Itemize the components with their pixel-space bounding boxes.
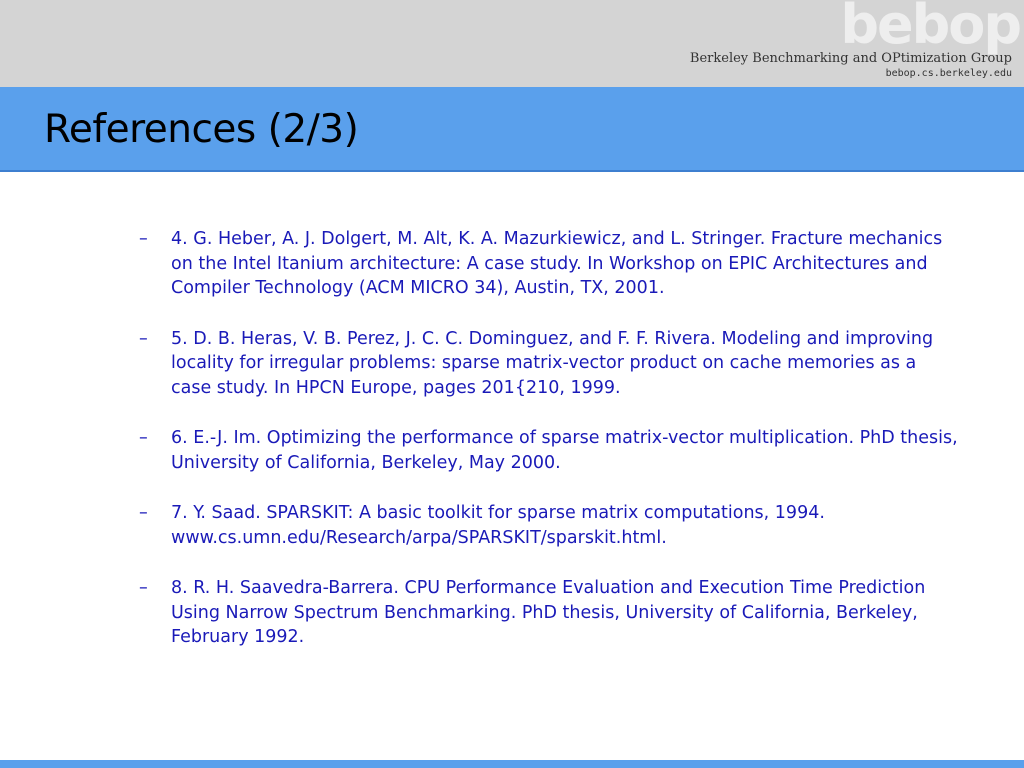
dash-bullet: – — [139, 503, 148, 523]
reference-item — [139, 576, 959, 650]
dash-bullet: – — [139, 229, 148, 249]
dash-bullet: – — [139, 328, 148, 349]
reference-item — [139, 227, 959, 301]
dash-bullet: – — [139, 578, 148, 598]
bebop-logo: bebop — [840, 0, 1020, 56]
reference-text: 6. E.-J. Im. Optimizing the performance of sparse matrix-vector multiplication. PhD thesis, University of California, Berkeley, May 2000. — [171, 428, 958, 473]
slide-title: References (2/3) — [44, 107, 359, 152]
dash-bullet: – — [139, 428, 148, 448]
reference-text: 5. D. B. Heras, V. B. Perez, J. C. C. Dominguez, and F. F. Rivera. Modeling and improving locality for irregular problems: sparse matrix-vector product on cache memories as a case study. In HPCN Europe, pages 201{210, 1999. — [171, 328, 934, 398]
group-name: Berkeley Benchmarking and OPtimization Group — [689, 51, 1012, 66]
reference-list — [139, 227, 959, 676]
reference-text: 8. R. H. Saavedra-Barrera. CPU Performance Evaluation and Execution Time Prediction Using Narrow Spectrum Benchmarking. PhD thesis, University of California, Berkeley, February 1992. — [171, 578, 926, 647]
reference-text: 4. G. Heber, A. J. Dolgert, M. Alt, K. A. Mazurkiewicz, and L. Stringer. Fracture mechanics on the Intel Itanium architecture: A case study. In Workshop on EPIC Architectures and Compiler Technology (ACM MICRO 34), Austin, TX, 2001. — [171, 229, 943, 298]
reference-item — [139, 426, 959, 475]
reference-item — [139, 327, 959, 401]
reference-item — [139, 501, 959, 550]
title-band — [0, 87, 1024, 172]
footer-bar — [0, 760, 1024, 768]
reference-text: 7. Y. Saad. SPARSKIT: A basic toolkit for sparse matrix computations, 1994. www.cs.umn.edu/Research/arpa/SPARSKIT/sparskit.html. — [171, 503, 825, 548]
header-band — [0, 0, 1024, 87]
group-url: bebop.cs.berkeley.edu — [885, 68, 1012, 79]
